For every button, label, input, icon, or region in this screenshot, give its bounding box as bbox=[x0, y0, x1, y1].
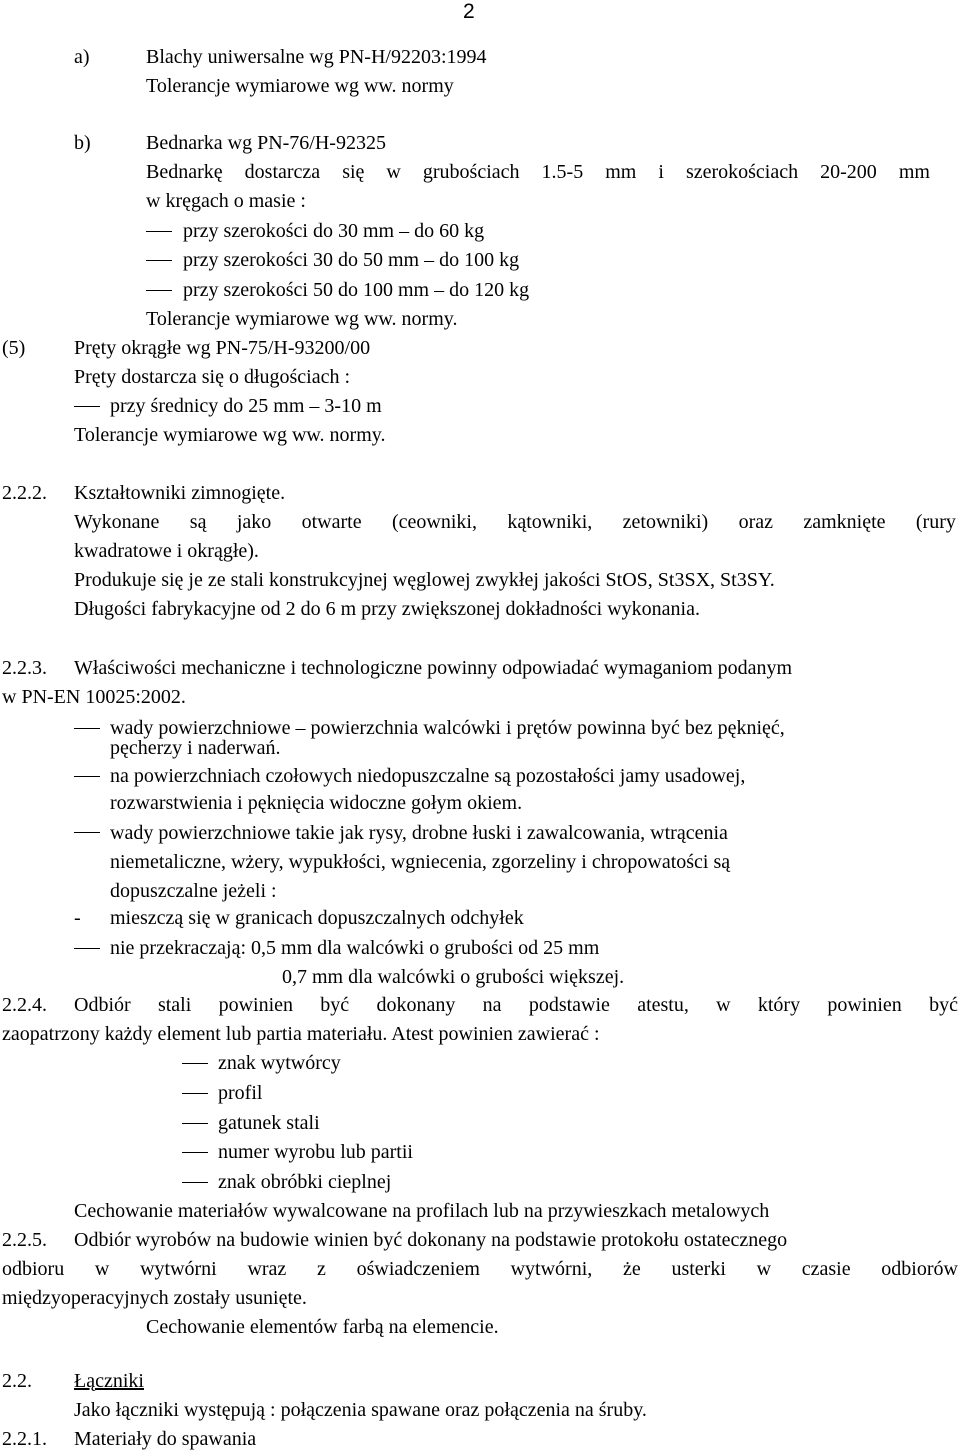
paragraph-line: w PN-EN 10025:2002. bbox=[2, 686, 186, 708]
bullet-dash bbox=[146, 231, 172, 232]
list-item: przy szerokości 30 do 50 mm – do 100 kg bbox=[183, 249, 520, 271]
list-item: na powierzchniach czołowych niedopuszczalne są pozostałości jamy usadowej, bbox=[110, 765, 746, 787]
bullet-dash bbox=[182, 1152, 208, 1153]
section-number: 2.2. bbox=[2, 1370, 32, 1392]
list-item: znak wytwórcy bbox=[218, 1052, 341, 1074]
bullet-dash bbox=[74, 948, 100, 949]
paragraph-line: Cechowanie materiałów wywalcowane na profilach lub na przywieszkach metalowych bbox=[74, 1200, 770, 1222]
item-5-line2: Pręty dostarcza się o długościach : bbox=[74, 366, 351, 388]
section-title: Łączniki bbox=[74, 1370, 144, 1392]
paragraph-line: zaopatrzony każdy element lub partia materiału. Atest powinien zawierać : bbox=[2, 1023, 600, 1045]
paragraph-line: Właściwości mechaniczne i technologiczne powinny odpowiadać wymaganiom podanym bbox=[74, 657, 793, 679]
bullet-dash bbox=[182, 1093, 208, 1094]
list-item: gatunek stali bbox=[218, 1112, 320, 1134]
section-number: 2.2.1. bbox=[2, 1428, 47, 1450]
section-number: 2.2.5. bbox=[2, 1229, 47, 1251]
item-b-title: Bednarka wg PN-76/H-92325 bbox=[146, 132, 386, 154]
section-number: 2.2.3. bbox=[2, 657, 47, 679]
bullet-dash bbox=[146, 260, 172, 261]
list-item: numer wyrobu lub partii bbox=[218, 1141, 413, 1163]
bullet-dash bbox=[74, 728, 100, 729]
item-label-5: (5) bbox=[2, 337, 26, 359]
paragraph-line: Wykonane są jako otwarte (ceowniki, kątowniki, zetowniki) oraz zamknięte (rury bbox=[74, 511, 956, 533]
list-item: profil bbox=[218, 1082, 263, 1104]
list-item-continuation: 0,7 mm dla walcówki o grubości większej. bbox=[282, 966, 625, 988]
paragraph-line: Długości fabrykacyjne od 2 do 6 m przy zwiększonej dokładności wykonania. bbox=[74, 598, 700, 620]
bullet-dash bbox=[146, 290, 172, 291]
bullet-dash bbox=[182, 1063, 208, 1064]
list-item: znak obróbki cieplnej bbox=[218, 1171, 392, 1193]
section-title: Kształtowniki zimnogięte. bbox=[74, 482, 286, 504]
item-b-line3: w kręgach o masie : bbox=[146, 190, 306, 212]
bullet-dash bbox=[182, 1182, 208, 1183]
item-a-tolerance: Tolerancje wymiarowe wg ww. normy bbox=[146, 75, 454, 97]
section-number: 2.2.2. bbox=[2, 482, 47, 504]
page-number: 2 bbox=[463, 0, 475, 23]
list-item: wady powierzchniowe – powierzchnia walcówki i prętów powinna być bez pęknięć, bbox=[110, 717, 785, 739]
paragraph-line: kwadratowe i okrągłe). bbox=[74, 540, 259, 562]
item-b-line2: Bednarkę dostarcza się w grubościach 1.5-5 mm i szerokościach 20-200 mm bbox=[146, 161, 930, 183]
item-label-a: a) bbox=[74, 46, 90, 68]
list-marker: - bbox=[74, 907, 81, 929]
paragraph-line: Odbiór wyrobów na budowie winien być dokonany na podstawie protokołu ostatecznego bbox=[74, 1229, 788, 1251]
item-b-tolerance: Tolerancje wymiarowe wg ww. normy. bbox=[146, 308, 458, 330]
paragraph-line: odbioru w wytwórni wraz z oświadczeniem wytwórni, że usterki w czasie odbiorów bbox=[2, 1258, 958, 1280]
list-item-continuation: pęcherzy i naderwań. bbox=[110, 737, 281, 759]
list-item: mieszczą się w granicach dopuszczalnych odchyłek bbox=[110, 907, 524, 929]
paragraph-line: międzyoperacyjnych zostały usunięte. bbox=[2, 1287, 307, 1309]
list-item: przy średnicy do 25 mm – 3-10 m bbox=[110, 395, 382, 417]
bullet-dash bbox=[74, 776, 100, 777]
list-item: wady powierzchniowe takie jak rysy, drobne łuski i zawalcowania, wtrącenia bbox=[110, 822, 728, 844]
bullet-dash bbox=[74, 832, 100, 833]
list-item-continuation: rozwarstwienia i pęknięcia widoczne gołym okiem. bbox=[110, 792, 523, 814]
paragraph-line: Cechowanie elementów farbą na elemencie. bbox=[146, 1316, 499, 1338]
item-label-b: b) bbox=[74, 132, 91, 154]
paragraph-line: Odbiór stali powinien być dokonany na podstawie atestu, w który powinien być bbox=[74, 994, 958, 1016]
item-5-tolerance: Tolerancje wymiarowe wg ww. normy. bbox=[74, 424, 386, 446]
section-number: 2.2.4. bbox=[2, 994, 47, 1016]
paragraph-line: Produkuje się je ze stali konstrukcyjnej węglowej zwykłej jakości StOS, St3SX, St3SY. bbox=[74, 569, 775, 591]
bullet-dash bbox=[182, 1123, 208, 1124]
paragraph-line: Jako łączniki występują : połączenia spawane oraz połączenia na śruby. bbox=[74, 1399, 647, 1421]
list-item: nie przekraczają: 0,5 mm dla walcówki o grubości od 25 mm bbox=[110, 937, 600, 959]
list-item-continuation: niemetaliczne, wżery, wypukłości, wgniecenia, zgorzeliny i chropowatości są bbox=[110, 851, 731, 873]
list-item: przy szerokości 50 do 100 mm – do 120 kg bbox=[183, 279, 530, 301]
section-title: Materiały do spawania bbox=[74, 1428, 257, 1450]
list-item: przy szerokości do 30 mm – do 60 kg bbox=[183, 220, 485, 242]
item-5-title: Pręty okrągłe wg PN-75/H-93200/00 bbox=[74, 337, 371, 359]
list-item-continuation: dopuszczalne jeżeli : bbox=[110, 880, 277, 902]
bullet-dash bbox=[74, 406, 100, 407]
item-a-title: Blachy uniwersalne wg PN-H/92203:1994 bbox=[146, 46, 487, 68]
